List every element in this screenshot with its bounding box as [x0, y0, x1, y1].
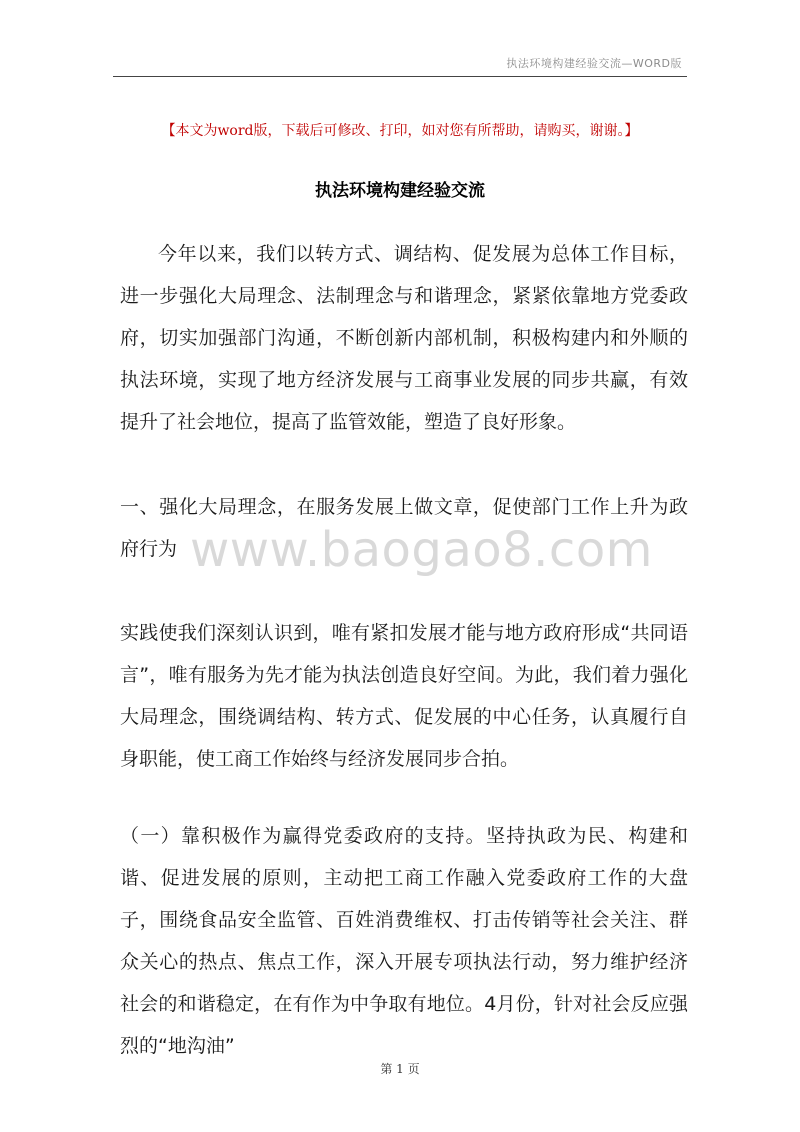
document-title: 执法环境构建经验交流 [315, 181, 485, 201]
watermark-text: www.baogao8.com [190, 522, 653, 578]
running-header-title: 执法环境构建经验交流—WORD版 [506, 57, 682, 70]
intro-paragraph: 今年以来，我们以转方式、调结构、促发展为总体工作目标，进一步强化大局理念、法制理念与和谐理念，紧紧依靠地方党委政府，切实加强部门沟通，不断创新内部机制，积极构建内和外顺的执法环境，实现了地方经济发展与工商事业发展的同步共赢，有效提升了社会地位，提高了监管效能，塑造了良好形象。 [120, 243, 688, 433]
body-paragraph-1: 实践使我们深刻认识到，唯有紧扣发展才能与地方政府形成“共同语言”，唯有服务为先才能为执法创造良好空间。为此，我们着力强化大局理念，围绕调结构、转方式、促发展的中心任务，认真履行自身职能，使工商工作始终与经济发展同步合拍。 [120, 622, 688, 770]
purchase-notice: 【本文为word版，下载后可修改、打印，如对您有所帮助，请购买，谢谢。】 [161, 123, 639, 139]
body-paragraph-2: （一）靠积极作为赢得党委政府的支持。坚持执政为民、构建和谐、促进发展的原则，主动把工商工作融入党委政府工作的大盘子，围绕食品安全监管、百姓消费维权、打击传销等社会关注、群众关心的热点、焦点工作，深入开展专项执法行动，努力维护经济社会的和谐稳定，在有作为中争取有地位。4月份，针对社会反应强烈的“地沟油” [120, 825, 688, 1057]
page-number: 第 1 页 [380, 1062, 420, 1076]
section-heading-1: 一、强化大局理念，在服务发展上做文章，促使部门工作上升为政府行为 [120, 496, 688, 560]
header-divider [113, 76, 687, 77]
